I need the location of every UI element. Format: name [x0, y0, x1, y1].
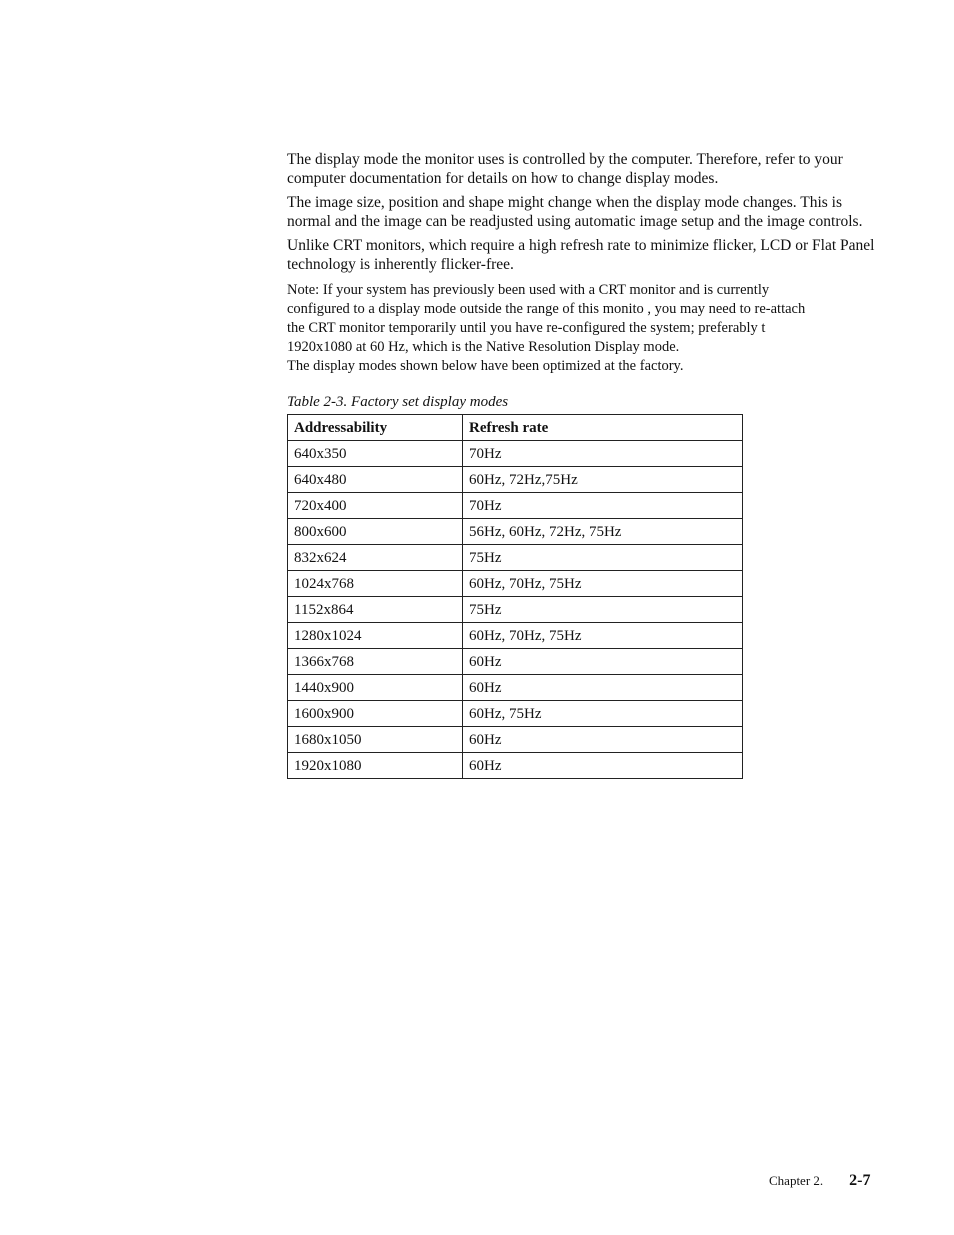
refresh-rate-cell: 60Hz — [463, 727, 743, 753]
addressability-cell: 1680x1050 — [288, 727, 463, 753]
page-content — [287, 151, 877, 779]
refresh-rate-cell: 70Hz — [463, 493, 743, 519]
refresh-rate-cell: 60Hz, 75Hz — [463, 701, 743, 727]
page-number: 2-7 — [849, 1172, 871, 1189]
addressability-cell: 1152x864 — [288, 597, 463, 623]
header-addressability: Addressability — [288, 415, 463, 441]
refresh-rate-cell: 60Hz — [463, 675, 743, 701]
addressability-cell: 1024x768 — [288, 571, 463, 597]
table-header-row — [288, 415, 743, 441]
display-modes-table — [287, 414, 743, 779]
addressability-cell: 720x400 — [288, 493, 463, 519]
note-line: the CRT monitor temporarily until you have re-configured the system; preferably t — [287, 320, 766, 336]
note-line: The display modes shown below have been optimized at the factory. — [287, 358, 684, 374]
refresh-rate-cell: 56Hz, 60Hz, 72Hz, 75Hz — [463, 519, 743, 545]
page-footer — [769, 1172, 870, 1190]
refresh-rate-cell: 60Hz, 72Hz,75Hz — [463, 467, 743, 493]
flicker-paragraph: Unlike CRT monitors, which require a high refresh rate to minimize flicker, LCD or Flat Panel technology is inherently flicker-free. — [287, 237, 875, 273]
addressability-cell: 1440x900 — [288, 675, 463, 701]
table-row — [288, 467, 743, 493]
table-row — [288, 701, 743, 727]
table-row — [288, 675, 743, 701]
refresh-rate-cell: 75Hz — [463, 545, 743, 571]
table-row — [288, 493, 743, 519]
refresh-rate-cell: 60Hz — [463, 649, 743, 675]
table-row — [288, 727, 743, 753]
refresh-rate-cell: 60Hz, 70Hz, 75Hz — [463, 571, 743, 597]
addressability-cell: 1280x1024 — [288, 623, 463, 649]
addressability-cell: 640x480 — [288, 467, 463, 493]
refresh-rate-cell: 60Hz — [463, 753, 743, 779]
note-block — [287, 281, 877, 376]
addressability-cell: 640x350 — [288, 441, 463, 467]
table-row — [288, 545, 743, 571]
intro-paragraph: The display mode the monitor uses is controlled by the computer. Therefore, refer to your computer documentation for details on how to change display modes. — [287, 151, 843, 187]
addressability-cell: 1600x900 — [288, 701, 463, 727]
table-row — [288, 441, 743, 467]
table-row — [288, 623, 743, 649]
table-row — [288, 571, 743, 597]
image-size-paragraph: The image size, position and shape might change when the display mode changes. This is normal and the image can be readjusted using automatic image setup and the image controls. — [287, 194, 863, 230]
table-row — [288, 519, 743, 545]
addressability-cell: 800x600 — [288, 519, 463, 545]
footer-chapter: Chapter 2. — [769, 1173, 824, 1188]
table-row — [288, 753, 743, 779]
header-refresh-rate: Refresh rate — [463, 415, 743, 441]
table-row — [288, 597, 743, 623]
addressability-cell: 832x624 — [288, 545, 463, 571]
note-line: Note: If your system has previously been used with a CRT monitor and is currently — [287, 282, 770, 298]
refresh-rate-cell: 60Hz, 70Hz, 75Hz — [463, 623, 743, 649]
addressability-cell: 1920x1080 — [288, 753, 463, 779]
table-caption: Table 2-3. Factory set display modes — [287, 394, 509, 410]
note-line: 1920x1080 at 60 Hz, which is the Native Resolution Display mode. — [287, 339, 680, 355]
refresh-rate-cell: 70Hz — [463, 441, 743, 467]
note-line: configured to a display mode outside the range of this monito , you may need to re-attach — [287, 301, 806, 317]
table-row — [288, 649, 743, 675]
addressability-cell: 1366x768 — [288, 649, 463, 675]
refresh-rate-cell: 75Hz — [463, 597, 743, 623]
